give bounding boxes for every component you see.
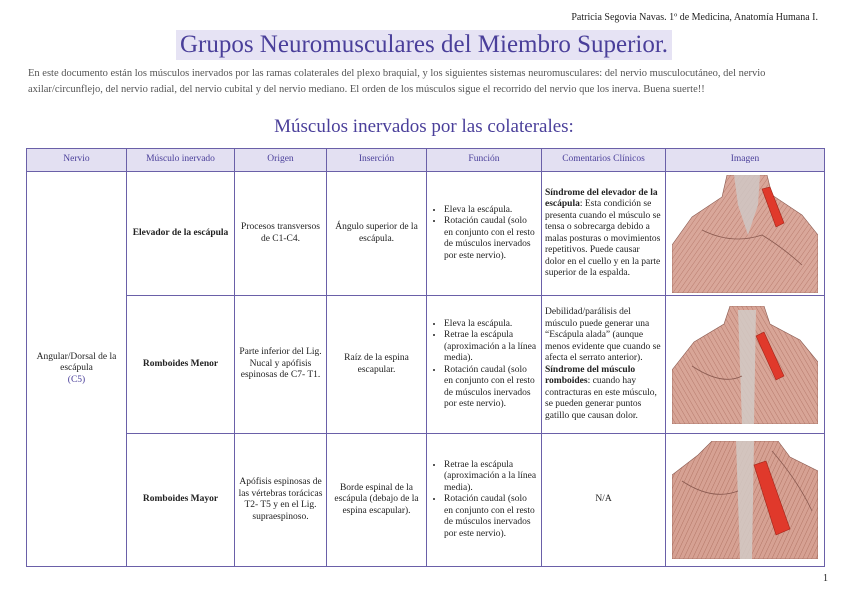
- nerve-cell: [27, 172, 127, 567]
- function-item: • Rotación caudal (solo en conjunto con el resto de músculos inervados por este nervio).: [444, 216, 538, 262]
- header-musculo: Músculo inervado: [127, 149, 235, 172]
- function-item: • Retrae la escápula (aproximación a la línea media).: [444, 330, 538, 365]
- function-item: • Retrae la escápula (aproximación a la línea media).: [444, 460, 538, 495]
- muscle-name: Romboides Menor: [127, 296, 235, 434]
- table-row: [27, 296, 825, 434]
- author-line: Patricia Segovia Navas. 1º de Medicina, Anatomía Humana I.: [571, 12, 818, 23]
- function-item: • Eleva la escápula.: [444, 319, 538, 331]
- clinical-comment-title: Síndrome del elevador de la escápula: [545, 187, 658, 209]
- document-title: Grupos Neuromusculares del Miembro Superior.: [176, 30, 672, 60]
- section-title: Músculos inervados por las colaterales:: [274, 116, 574, 137]
- origin-cell: Apófisis espinosas de las vértebras torácicas T2- T5 y en el Lig. supraespinoso.: [235, 434, 327, 567]
- clinical-comment-cell: [542, 172, 666, 296]
- clinical-comment-text: : cuando hay contracturas en este músculo, se pueden generar puntos gatillo que causan dolor.: [545, 376, 657, 421]
- function-cell: [427, 434, 542, 567]
- nerve-name: Angular/Dorsal de la escápula: [36, 351, 117, 374]
- function-item: • Eleva la escápula.: [444, 205, 538, 217]
- muscle-name: Elevador de la escápula: [127, 172, 235, 296]
- table-header-row: [27, 149, 825, 172]
- nerve-root: (C5): [67, 374, 86, 385]
- function-item: • Rotación caudal (solo en conjunto con el resto de músculos inervados por este nervio).: [444, 494, 538, 540]
- header-origen: Origen: [235, 149, 327, 172]
- origin-cell: Procesos transversos de C1-C4.: [235, 172, 327, 296]
- image-cell: [666, 296, 825, 434]
- table-row: [27, 434, 825, 567]
- function-cell: [427, 172, 542, 296]
- rhomboid-major-illustration: [672, 441, 818, 559]
- clinical-comment-cell: [542, 296, 666, 434]
- header-imagen: Imagen: [666, 149, 825, 172]
- table-row: [27, 172, 825, 296]
- header-nervio: Nervio: [27, 149, 127, 172]
- levator-scapulae-illustration: [672, 175, 818, 293]
- function-cell: [427, 296, 542, 434]
- clinical-comment-text: : Esta condición se presenta cuando el músculo se tensa o sobrecarga debido a malas posturas o movimientos repetitivos. Puede causar dolor en el cuello y en la parte superior de la espalda.: [545, 199, 661, 278]
- clinical-comment-cell: N/A: [542, 434, 666, 567]
- muscle-name: Romboides Mayor: [127, 434, 235, 567]
- insertion-cell: Ángulo superior de la escápula.: [327, 172, 427, 296]
- function-item: • Rotación caudal (solo en conjunto con el resto de músculos inervados por este nervio).: [444, 365, 538, 411]
- insertion-cell: Raíz de la espina escapular.: [327, 296, 427, 434]
- rhomboid-minor-illustration: [672, 306, 818, 424]
- muscles-table: [26, 148, 825, 567]
- header-funcion: Función: [427, 149, 542, 172]
- clinical-comment-pre: Debilidad/parálisis del músculo puede generar una “Escápula alada” (aunque menos evidente que cuando se afecta el serrato anterior).: [545, 307, 661, 363]
- origin-cell: Parte inferior del Lig. Nucal y apófisis espinosas de C7- T1.: [235, 296, 327, 434]
- image-cell: [666, 172, 825, 296]
- insertion-cell: Borde espinal de la escápula (debajo de la espina escapular).: [327, 434, 427, 567]
- header-insercion: Inserción: [327, 149, 427, 172]
- header-comentarios: Comentarios Clínicos: [542, 149, 666, 172]
- image-cell: [666, 434, 825, 567]
- intro-paragraph: En este documento están los músculos inervados por las ramas colaterales del plexo braquial, y los siguientes sistemas neuromusculares: del nervio musculocutáneo, del nervio axilar/circunflejo, del nervio radial, del nervio cubital y del nervio mediano. El orden de los músculos sigue el recorrido del nervio que los inerva. Buena suerte!!: [28, 68, 766, 95]
- clinical-comment-title: Síndrome del músculo romboides: [545, 364, 636, 386]
- page-number: 1: [823, 573, 828, 584]
- document-title-wrap: [0, 30, 848, 60]
